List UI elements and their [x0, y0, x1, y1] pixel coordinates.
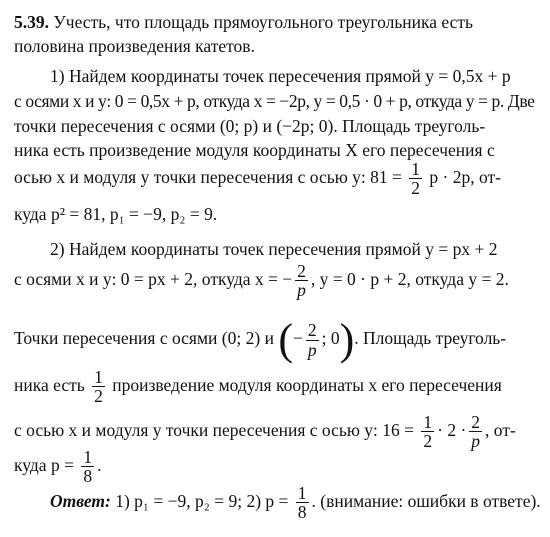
- paren-close: ): [339, 315, 355, 364]
- part2-line4-after: произведение модуля координаты x его пересечения: [112, 374, 502, 395]
- fraction-numerator: 2: [307, 320, 317, 341]
- fraction-denominator: p: [471, 431, 481, 452]
- part2-line4-text: ника есть: [14, 374, 85, 395]
- fraction-one-eighth: [296, 484, 309, 522]
- part2-line6-text: куда p =: [14, 454, 74, 475]
- part2-line5: [14, 413, 516, 451]
- part2-line3-after: . Площадь треуголь-: [354, 328, 507, 349]
- part2-line2-text: с осями x и y: 0 = px + 2, откуда x = −: [14, 268, 293, 289]
- part2-line3-text: Точки пересечения с осями (0; 2) и: [14, 328, 274, 349]
- coord-tail: ; 0: [321, 328, 340, 349]
- problem-intro-1: Учесть, что площадь прямоугольного треугольника есть: [53, 12, 474, 32]
- part1-line5: [14, 160, 501, 198]
- part1-line5-text: осью x и модуля y точки пересечения с осью y: 81 =: [14, 166, 402, 187]
- answer-after: . (внимание: ошибки в ответе).: [311, 490, 541, 511]
- part2-line4: [14, 368, 502, 406]
- fraction-numerator: 1: [423, 412, 433, 432]
- fraction-numerator: 2: [471, 412, 481, 432]
- fraction-one-half: [92, 368, 105, 406]
- part2-line6: [14, 448, 101, 486]
- fraction-denominator: 8: [83, 466, 93, 487]
- fraction-denominator: 2: [411, 178, 420, 199]
- part2-line6-after: .: [97, 454, 102, 475]
- minus-sign: −: [292, 328, 303, 349]
- part2-line1: 2) Найдем координаты точек пересечения прямой y = px + 2: [50, 239, 498, 259]
- fraction-one-half: [409, 160, 422, 198]
- fraction-numerator: 1: [83, 447, 93, 467]
- part2-line2-after: , y = 0 · p + 2, откуда y = 2.: [310, 268, 509, 289]
- fraction-denominator: 2: [423, 431, 433, 452]
- fraction-denominator: 8: [297, 502, 307, 523]
- problem-intro-2: половина произведения катетов.: [14, 36, 255, 56]
- fraction-denominator: p: [297, 280, 306, 301]
- part1-line6: куда p² = 81, p₁ = −9, p₂ = 9.: [14, 204, 218, 224]
- answer-label: Ответ:: [50, 490, 111, 511]
- part1-line3: точки пересечения с осями (0; p) и (−2p; 0). Площадь треуголь-: [14, 116, 486, 136]
- fraction-numerator: 2: [297, 261, 306, 281]
- fraction-two-over-p: [469, 413, 482, 451]
- paren-open: (: [278, 315, 293, 364]
- part2-line5-after: , от-: [485, 419, 516, 440]
- point-coordinates: [278, 315, 355, 364]
- part2-line5-text: с осью x и модуля y точки пересечения с осью y: 16 =: [14, 419, 415, 440]
- part2-line3: [14, 315, 507, 364]
- part1-line4: ника есть произведение модуля координаты X его пересечения с: [14, 140, 495, 160]
- fraction-one-half: [421, 413, 434, 451]
- fraction-numerator: 1: [411, 159, 420, 179]
- answer-line: [50, 484, 541, 522]
- fraction-two-over-p: [306, 321, 319, 359]
- answer-text: 1) p₁ = −9, p₂ = 9; 2) p =: [115, 490, 289, 511]
- part1-line5-after: p · 2p, от-: [429, 166, 501, 187]
- fraction-numerator: 1: [297, 483, 307, 503]
- part1-line1: 1) Найдем координаты точек пересечения прямой y = 0,5x + p: [50, 66, 511, 86]
- fraction-denominator: 2: [94, 386, 103, 407]
- fraction-numerator: 1: [94, 367, 103, 387]
- problem-number: 5.39.: [14, 12, 49, 32]
- part2-line5-mid: · 2 ·: [437, 419, 467, 440]
- problem-header-line1: [14, 14, 473, 32]
- fraction-two-over-p: [295, 262, 308, 300]
- part1-line2: с осями x и y: 0 = 0,5x + p, откуда x = −2p, y = 0,5 · 0 + p, откуда y = p. Две: [14, 91, 535, 111]
- part2-line2: [14, 262, 509, 300]
- fraction-denominator: p: [307, 339, 317, 360]
- fraction-one-eighth: [81, 448, 94, 486]
